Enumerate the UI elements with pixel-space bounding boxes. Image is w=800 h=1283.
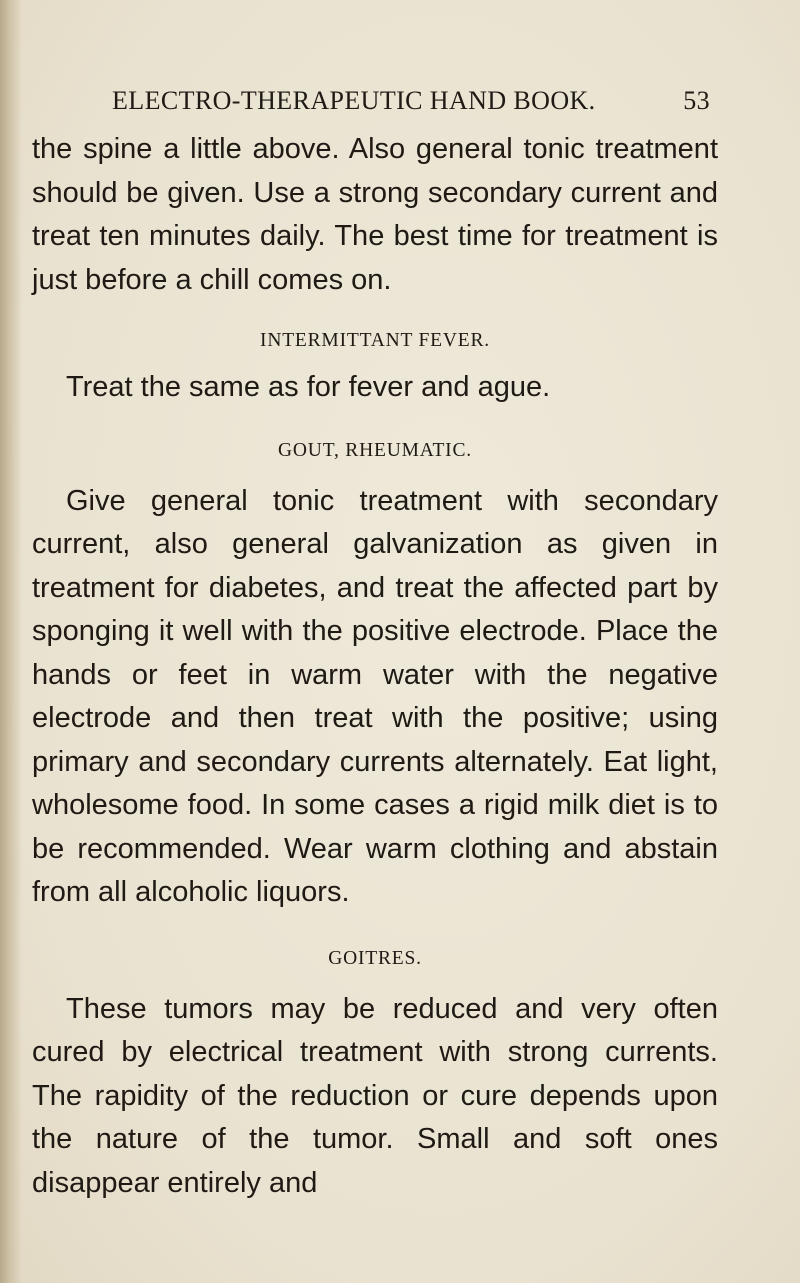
section-paragraph: These tumors may be reduced and very often cured by electrical treatment with strong currents. The rapidity of the reduction or cure depends upon the nature of the tumor. Small and soft ones disappear entirely and (32, 992, 718, 1199)
section-paragraph: Give general tonic treatment with secondary current, also general galvanization as given in treatment for diabetes, and treat the affected part by sponging it well with the positive electrode. Place the hands or feet in warm water with the negative electrode and then treat with the positive; using primary and secondary currents alternately. Eat light, wholesome food. In some cases a rigid milk diet is to be recommended. Wear warm clothing and abstain from all alcoholic liquors. (32, 484, 718, 908)
section-goitres (32, 948, 718, 1206)
running-title: ELECTRO-THERAPEUTIC HAND BOOK. (112, 86, 596, 115)
running-header (112, 86, 710, 120)
page-binding-shadow (0, 0, 22, 1283)
section-heading: GOUT, RHEUMATIC. (278, 439, 472, 461)
page-body (32, 128, 718, 1205)
section-gout-rheumatic (32, 440, 718, 915)
section-heading: GOITRES. (328, 947, 422, 969)
section-heading: INTERMITTANT FEVER. (260, 330, 490, 351)
section-intermittant-fever (32, 330, 718, 410)
section-paragraph: Treat the same as for fever and ague. (66, 371, 551, 403)
page-number: 53 (683, 86, 710, 115)
continuation-paragraph: the spine a little above. Also general tonic treatment should be given. Use a strong secondary current and treat ten minutes daily. The best time for treatment is just before a chill comes on. (32, 133, 718, 296)
